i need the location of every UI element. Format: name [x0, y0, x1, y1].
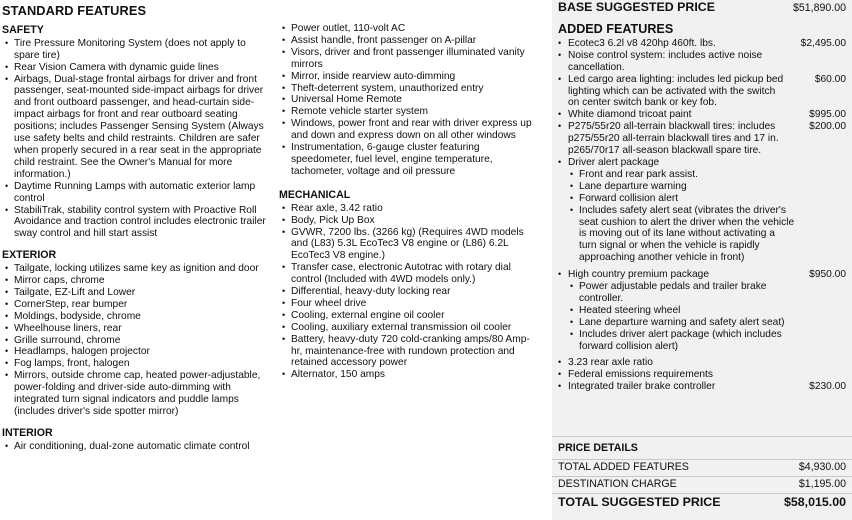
- destination-label: DESTINATION CHARGE: [558, 477, 677, 490]
- feature-item: • Power outlet, 110-volt AC: [279, 23, 541, 35]
- feature-item: • Rear axle, 3.42 ratio: [279, 203, 541, 215]
- total-price-value: $58,015.00: [783, 494, 846, 509]
- base-price-value: $51,890.00: [792, 2, 846, 14]
- feature-item: • Wheelhouse liners, rear: [2, 323, 272, 335]
- interior-list-continued: [279, 23, 541, 178]
- mechanical-heading: MECHANICAL: [279, 188, 351, 201]
- added-item: • Ecotec3 6.2l v8 420hp 460ft. lbs. $2,495.00: [558, 38, 846, 50]
- feature-item: • Tailgate, locking utilizes same key as ignition and door: [2, 263, 272, 275]
- feature-item: • Instrumentation, 6-gauge cluster featuring speedometer, fuel level, engine temperature, tachometer, voltage and oil pressure: [279, 142, 541, 178]
- feature-item: • Forward collision alert: [570, 193, 795, 205]
- feature-item: • Four wheel drive: [279, 298, 541, 310]
- feature-item: • Battery, heavy-duty 720 cold-cranking amps/80 Amp-hr, maintenance-free with rundown protection and retained accessory power: [279, 334, 541, 370]
- added-item: • Driver alert package: [558, 157, 846, 169]
- safety-list: [2, 38, 272, 240]
- added-item: • Federal emissions requirements: [558, 369, 846, 381]
- price-details-title: PRICE DETAILS: [552, 436, 852, 455]
- feature-item: • Airbags, Dual-stage frontal airbags for driver and front passenger, seat-mounted side-impact airbags for driver and front outboard passenger, and head-curtain side-impact airbags for front and rear outboard seating positions; includes Passenger Sensing System (Always use safety belts and child restraints. Children are safer when properly secured in a rear seat in the appropriate child restraint. See the Owner's Manual for more information.): [2, 74, 272, 181]
- feature-item: • Universal Home Remote: [279, 94, 541, 106]
- feature-item: • Grille surround, chrome: [2, 335, 272, 347]
- high-country-sublist: [558, 281, 795, 352]
- feature-item: • Fog lamps, front, halogen: [2, 358, 272, 370]
- feature-item: • Includes driver alert package (which includes forward collision alert): [570, 329, 795, 353]
- added-features-title: ADDED FEATURES: [558, 22, 674, 36]
- feature-item: • Mirror caps, chrome: [2, 275, 272, 287]
- feature-item: • Tailgate, EZ-Lift and Lower: [2, 287, 272, 299]
- feature-item: • GVWR, 7200 lbs. (3266 kg) (Requires 4WD models and (L83) 5.3L EcoTec3 V8 engine or (L86) 6.2L EcoTec3 V8 engine.): [279, 227, 541, 263]
- total-added-value: $4,930.00: [798, 460, 846, 473]
- interior-heading: INTERIOR: [2, 426, 53, 439]
- feature-item: • Rear Vision Camera with dynamic guide lines: [2, 62, 272, 74]
- total-price-row: [552, 493, 852, 512]
- feature-item: • Body, Pick Up Box: [279, 215, 541, 227]
- added-item: • Noise control system: includes active noise cancellation.: [558, 50, 846, 74]
- added-item: • Integrated trailer brake controller $230.00: [558, 381, 846, 393]
- feature-item: • Cooling, external engine oil cooler: [279, 310, 541, 322]
- feature-item: • Includes safety alert seat (vibrates the driver's seat cushion to alert the driver when the vehicle is moving out of its lane without activating a turn signal or when the vehicle is rapidly approaching another vehicle in front): [570, 205, 795, 265]
- standard-features-column-left: [2, 0, 272, 463]
- feature-item: • Daytime Running Lamps with automatic exterior lamp control: [2, 181, 272, 205]
- base-price-row: [552, 0, 852, 18]
- feature-item: • Differential, heavy-duty locking rear: [279, 286, 541, 298]
- driver-alert-sublist: [558, 169, 795, 264]
- feature-item: • Lane departure warning and safety alert seat): [570, 317, 795, 329]
- feature-item: • Assist handle, front passenger on A-pillar: [279, 35, 541, 47]
- feature-item: • Visors, driver and front passenger illuminated vanity mirrors: [279, 47, 541, 71]
- destination-value: $1,195.00: [798, 477, 846, 490]
- destination-row: [552, 476, 852, 493]
- feature-item: • Heated steering wheel: [570, 305, 795, 317]
- feature-item: • CornerStep, rear bumper: [2, 299, 272, 311]
- feature-item: • Air conditioning, dual-zone automatic climate control: [2, 441, 272, 453]
- price-details-section: [552, 436, 852, 512]
- feature-item: • Moldings, bodyside, chrome: [2, 311, 272, 323]
- feature-item: • Windows, power front and rear with driver express up and down and express down on all other windows: [279, 118, 541, 142]
- total-added-row: [552, 459, 852, 476]
- exterior-heading: EXTERIOR: [2, 249, 57, 262]
- feature-item: • Mirror, inside rearview auto-dimming: [279, 71, 541, 83]
- feature-item: • Headlamps, halogen projector: [2, 346, 272, 358]
- added-item: • White diamond tricoat paint $995.00: [558, 109, 846, 121]
- feature-item: • Cooling, auxiliary external transmission oil cooler: [279, 322, 541, 334]
- feature-item: • Alternator, 150 amps: [279, 369, 541, 381]
- safety-heading: SAFETY: [2, 23, 44, 36]
- feature-item: • StabiliTrak, stability control system with Proactive Roll Avoidance and traction control includes electronic trailer sway control and hill start assist: [2, 205, 272, 241]
- total-added-label: TOTAL ADDED FEATURES: [558, 460, 689, 473]
- feature-item: • Power adjustable pedals and trailer brake controller.: [570, 281, 795, 305]
- feature-item: • Theft-deterrent system, unauthorized entry: [279, 83, 541, 95]
- feature-item: • Remote vehicle starter system: [279, 106, 541, 118]
- added-item: • Led cargo area lighting: includes led pickup bed lighting which can be activated with the switch on center switch bank or key fob. $60.00: [558, 74, 846, 110]
- added-item: • 3.23 rear axle ratio: [558, 357, 846, 369]
- standard-features-column-middle: [279, 23, 541, 391]
- feature-item: • Mirrors, outside chrome cap, heated power-adjustable, power-folding and driver-side auto-dimming with integrated turn signal indicators and puddle lamps (includes driver's side spotter mirror): [2, 370, 272, 418]
- feature-item: • Lane departure warning: [570, 181, 795, 193]
- interior-list: [2, 441, 272, 453]
- feature-item: • Transfer case, electronic Autotrac with rotary dial control (Included with 4WD models only.): [279, 262, 541, 286]
- added-features-list: [552, 38, 852, 393]
- added-item: • P275/55r20 all-terrain blackwall tires: includes p275/55r20 all-terrain blackwall tires and 17 in. p265/70r17 all-season blackwall spare tire. $200.00: [558, 121, 846, 157]
- feature-item: • Front and rear park assist.: [570, 169, 795, 181]
- mechanical-list: [279, 203, 541, 382]
- standard-features-title: STANDARD FEATURES: [2, 3, 147, 18]
- exterior-list: [2, 263, 272, 418]
- added-item: • High country premium package $950.00: [558, 269, 846, 281]
- feature-item: • Tire Pressure Monitoring System (does not apply to spare tire): [2, 38, 272, 62]
- total-price-label: TOTAL SUGGESTED PRICE: [558, 494, 721, 509]
- base-price-label: BASE SUGGESTED PRICE: [558, 0, 715, 14]
- pricing-panel: [552, 0, 852, 520]
